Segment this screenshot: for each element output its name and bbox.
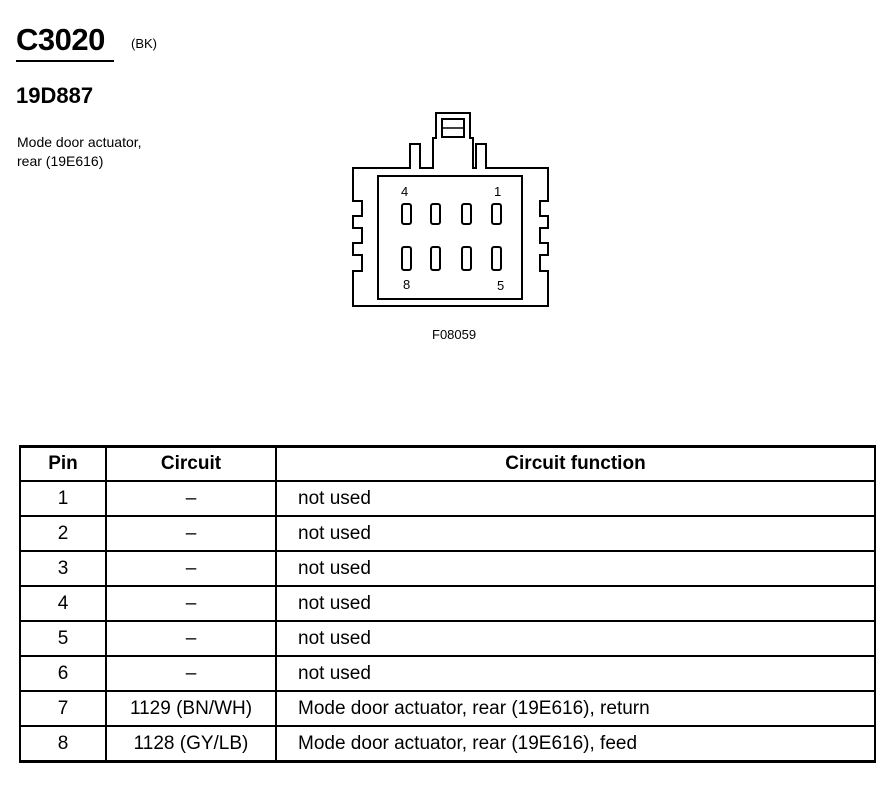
figure-id: F08059 [432, 327, 477, 342]
pin-label-1: 1 [494, 184, 502, 199]
function-cell: not used [276, 656, 875, 691]
cavity-6 [462, 247, 471, 270]
circuit-cell: 1129 (BN/WH) [106, 691, 276, 726]
part-number: 19D887 [16, 83, 94, 108]
pin-label-4: 4 [401, 184, 409, 199]
header-circuit-function: Circuit function [276, 447, 875, 482]
table-row [20, 586, 875, 621]
description-line-2: rear (19E616) [17, 153, 104, 169]
pin-cell: 3 [20, 551, 106, 586]
title-underline [16, 60, 114, 62]
pin-label-8: 8 [403, 277, 411, 292]
cavity-5 [492, 247, 501, 270]
pin-cell: 5 [20, 621, 106, 656]
circuit-cell: – [106, 621, 276, 656]
circuit-cell: – [106, 481, 276, 516]
connector-id: C3020 [16, 22, 105, 57]
function-cell: not used [276, 481, 875, 516]
connector-face-diagram [350, 110, 550, 310]
connector-color-code: (BK) [131, 36, 157, 51]
function-cell: not used [276, 621, 875, 656]
pin-cell: 4 [20, 586, 106, 621]
description-line-1: Mode door actuator, [17, 134, 142, 150]
cavity-4 [402, 204, 411, 224]
connector-housing-outline [353, 113, 548, 306]
function-cell: Mode door actuator, rear (19E616), feed [276, 726, 875, 762]
cavity-2 [462, 204, 471, 224]
circuit-cell: – [106, 551, 276, 586]
header-pin: Pin [20, 447, 106, 482]
function-cell: not used [276, 516, 875, 551]
cavity-1 [492, 204, 501, 224]
circuit-cell: – [106, 586, 276, 621]
pin-label-5: 5 [497, 278, 505, 293]
circuit-cell: – [106, 656, 276, 691]
cavity-7 [431, 247, 440, 270]
function-cell: Mode door actuator, rear (19E616), return [276, 691, 875, 726]
cavity-8 [402, 247, 411, 270]
table-row [20, 656, 875, 691]
table-row [20, 621, 875, 656]
table-row [20, 516, 875, 551]
circuit-cell: – [106, 516, 276, 551]
table-row [20, 726, 875, 762]
header-circuit: Circuit [106, 447, 276, 482]
pin-cell: 7 [20, 691, 106, 726]
table-header-row [20, 447, 875, 482]
pin-cell: 1 [20, 481, 106, 516]
pin-cell: 8 [20, 726, 106, 762]
pin-cell: 2 [20, 516, 106, 551]
table-row [20, 481, 875, 516]
function-cell: not used [276, 586, 875, 621]
pin-circuit-table [19, 445, 876, 763]
table-row [20, 551, 875, 586]
pin-cell: 6 [20, 656, 106, 691]
cavity-3 [431, 204, 440, 224]
circuit-cell: 1128 (GY/LB) [106, 726, 276, 762]
table-row [20, 691, 875, 726]
function-cell: not used [276, 551, 875, 586]
component-description [17, 133, 142, 171]
